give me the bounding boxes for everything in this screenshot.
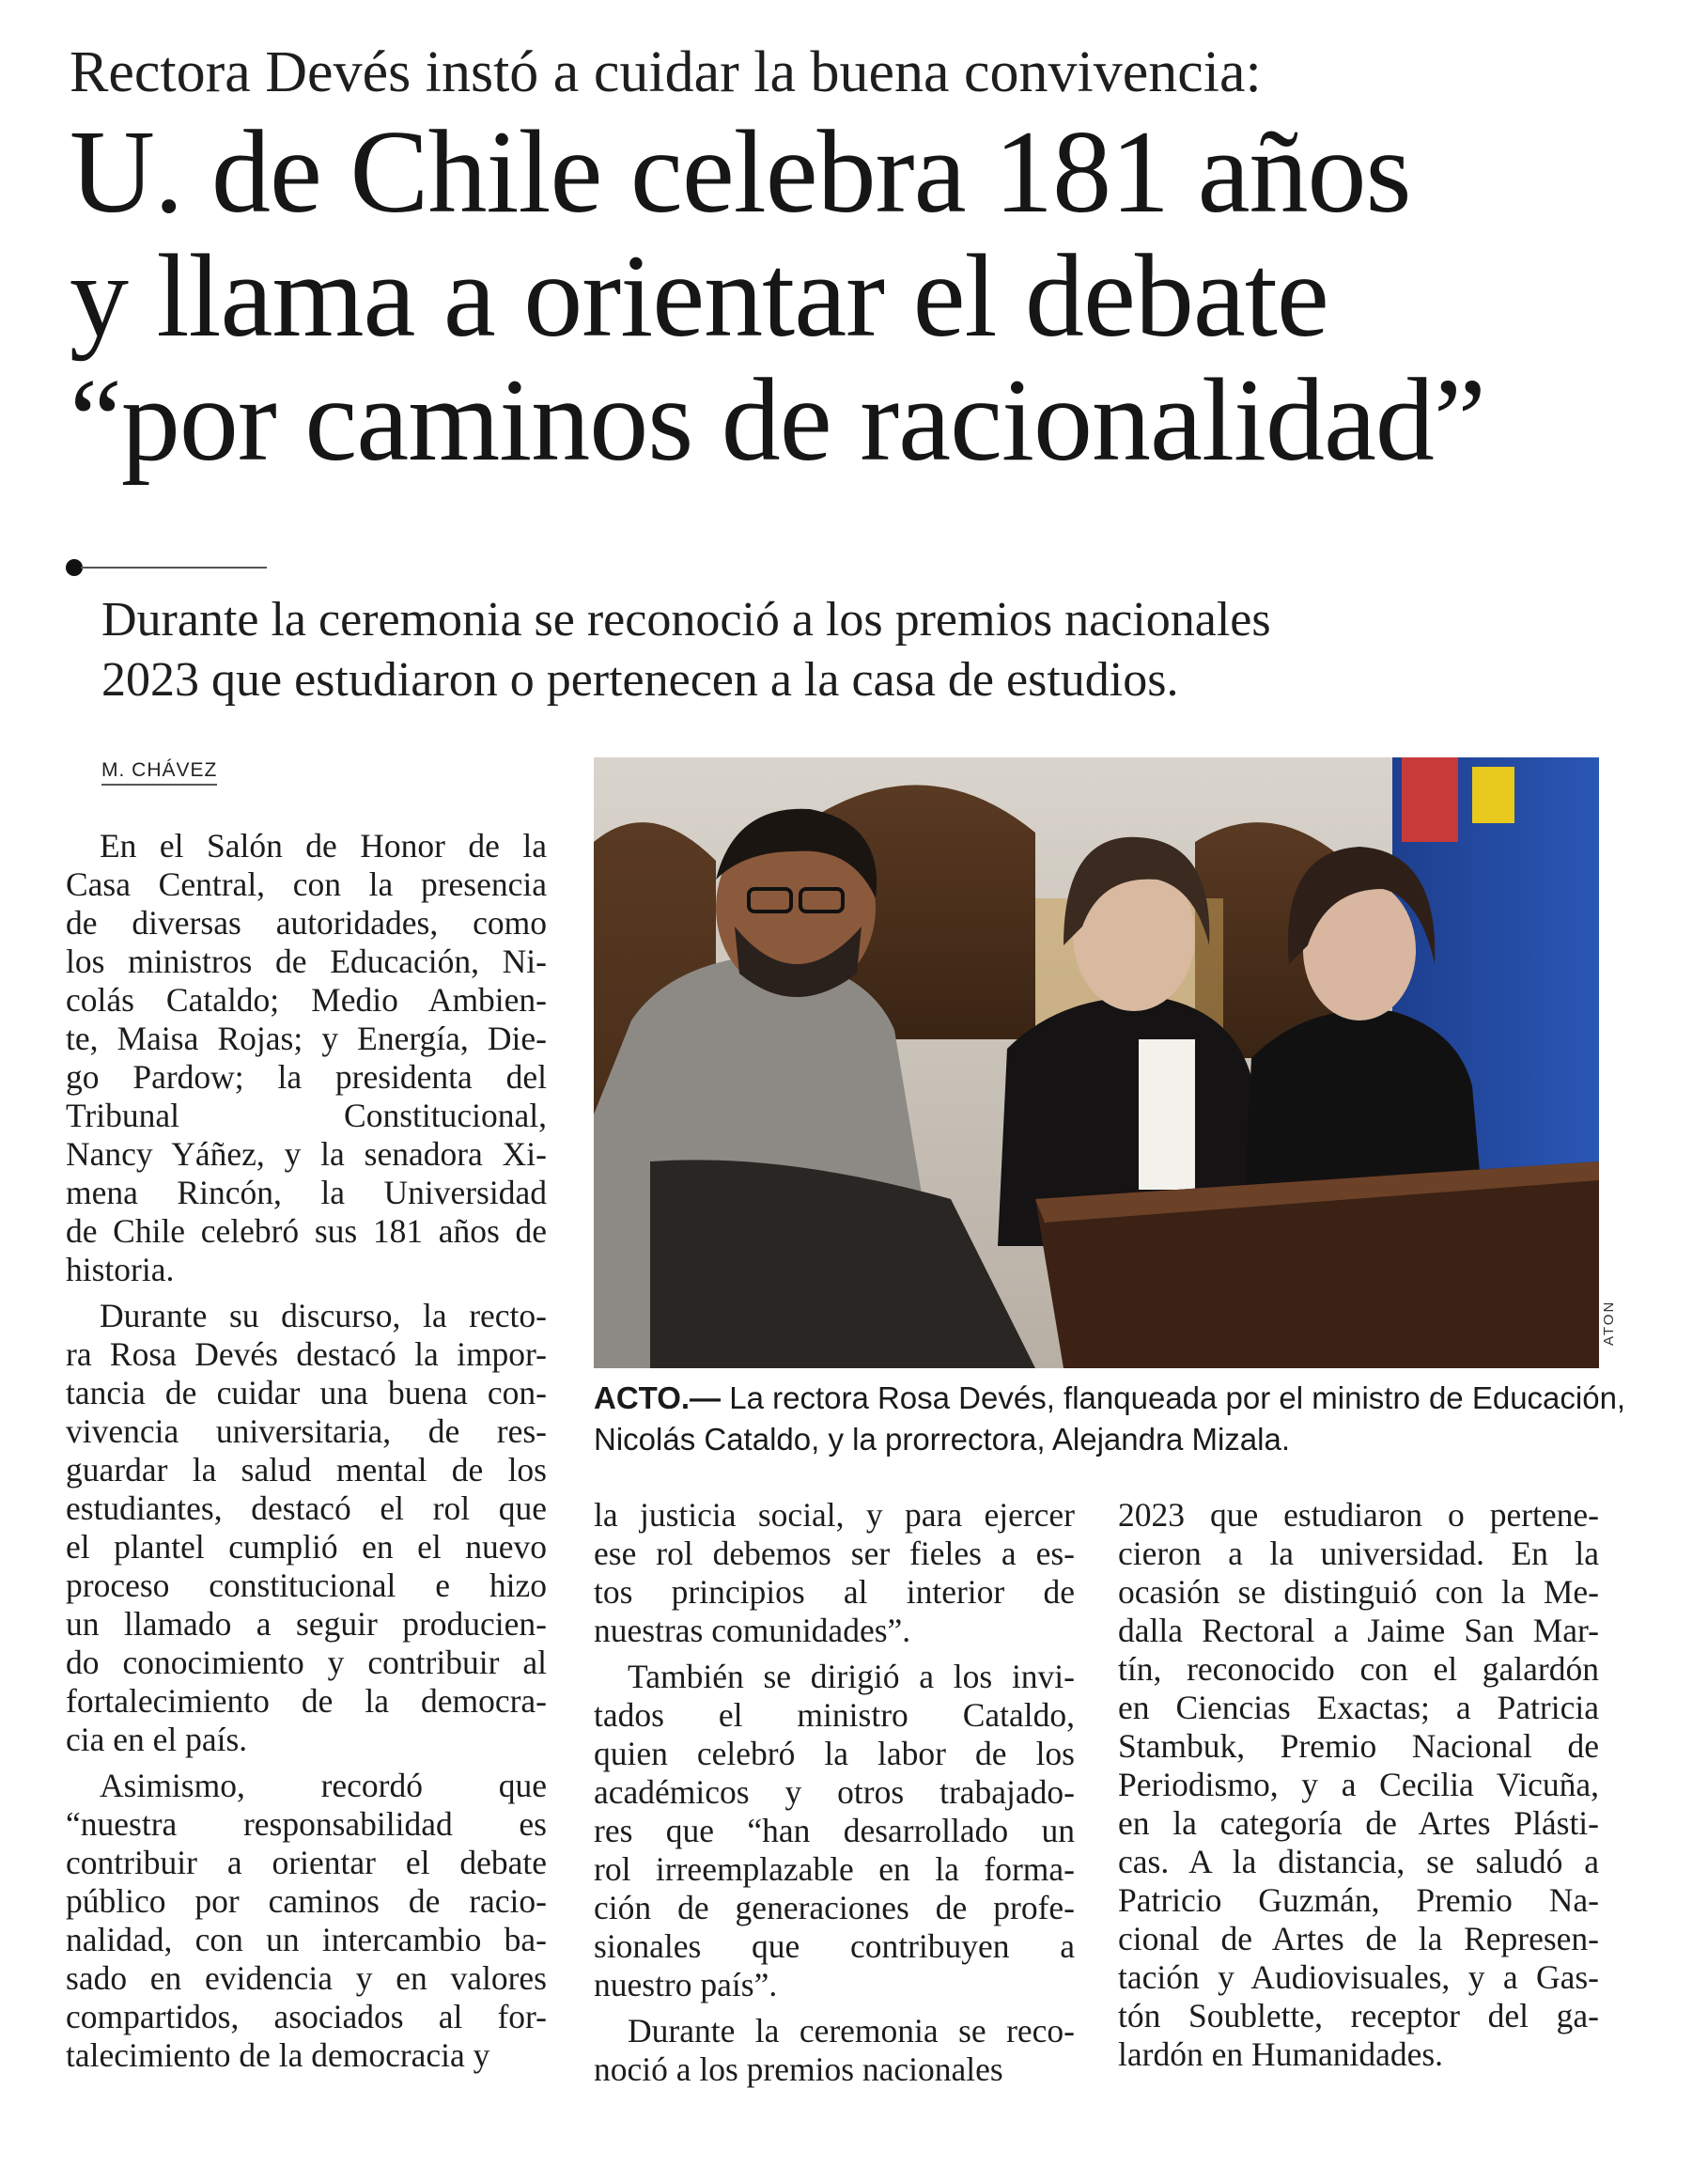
article-line: compartidos, asociados al for- — [66, 1998, 547, 2035]
article-line: nuestro país”. — [594, 1966, 778, 2003]
article-line: de Chile celebró sus 181 años de — [66, 1212, 547, 1250]
article-line: rol irreemplazable en la forma- — [594, 1850, 1075, 1888]
article-line: académicos y otros trabajado- — [594, 1773, 1075, 1811]
paragraph-gap — [594, 1650, 1075, 1658]
article-line: lardón en Humanidades. — [1118, 2035, 1444, 2073]
article-line: tín, reconocido con el galardón — [1118, 1650, 1599, 1688]
headline — [70, 107, 1667, 486]
article-line: historia. — [66, 1251, 175, 1288]
photo-caption — [594, 1378, 1626, 1460]
article-line: mena Rincón, la Universidad — [66, 1174, 547, 1211]
article-line: cia en el país. — [66, 1721, 248, 1758]
article-line: También se dirigió a los invi- — [628, 1658, 1075, 1695]
article-line: Periodismo, y a Cecilia Vicuña, — [1118, 1766, 1599, 1803]
article-line: Nancy Yáñez, y la senadora Xi- — [66, 1135, 547, 1173]
article-line: res que “han desarrollado un — [594, 1812, 1075, 1849]
article-line: la justicia social, y para ejercer — [594, 1496, 1075, 1534]
article-line: los ministros de Educación, Ni- — [66, 943, 547, 980]
article-line: en Ciencias Exactas; a Patricia — [1118, 1689, 1599, 1726]
article-line: Tribunal Constitucional, — [66, 1097, 547, 1134]
article-line: Casa Central, con la presencia — [66, 865, 547, 903]
paragraph-gap — [66, 1289, 547, 1297]
caption-line-1 — [594, 1378, 1626, 1419]
article-line: tación y Audiovisuales, y a Gas- — [1118, 1958, 1599, 1996]
article-line: cional de Artes de la Represen- — [1118, 1920, 1599, 1957]
article-line: estudiantes, destacó el rol que — [66, 1489, 547, 1527]
article-line: Durante su discurso, la recto- — [100, 1297, 547, 1334]
article-line: “nuestra responsabilidad es — [66, 1805, 547, 1843]
paragraph-gap — [594, 2004, 1075, 2012]
deck — [101, 590, 1642, 710]
article-line: sado en evidencia y en valores — [66, 1959, 547, 1997]
article-line: noció a los premios nacionales — [594, 2050, 1003, 2088]
article-line: cieron a la universidad. En la — [1118, 1535, 1599, 1572]
caption-label: ACTO.— — [594, 1380, 722, 1415]
article-line: nuestras comunidades”. — [594, 1612, 911, 1649]
article-line: cas. A la distancia, se saludó a — [1118, 1843, 1599, 1880]
article-line: En el Salón de Honor de la — [100, 827, 547, 865]
article-line: tancia de cuidar una buena con- — [66, 1374, 547, 1411]
article-line: un llamado a seguir producien- — [66, 1605, 547, 1643]
article-line: Stambuk, Premio Nacional de — [1118, 1727, 1599, 1765]
article-line: sionales que contribuyen a — [594, 1927, 1075, 1965]
article-line: talecimiento de la democracia y — [66, 2036, 490, 2074]
article-line: tón Soublette, receptor del ga- — [1118, 1997, 1599, 2034]
byline: M. CHÁVEZ — [101, 759, 217, 786]
article-line: Asimismo, recordó que — [100, 1767, 547, 1804]
article-line: Patricio Guzmán, Premio Na- — [1118, 1881, 1599, 1919]
article-line: fortalecimiento de la democra- — [66, 1682, 547, 1720]
caption-text-1: La rectora Rosa Devés, flanqueada por el ministro de Educación, — [721, 1380, 1626, 1415]
article-line: ción de generaciones de profe- — [594, 1889, 1075, 1926]
article-line: te, Maisa Rojas; y Energía, Die- — [66, 1020, 547, 1057]
paragraph-gap — [66, 1759, 547, 1767]
headline-line: y llama a orientar el debate — [70, 231, 1328, 362]
article-line: ra Rosa Devés destacó la impor- — [66, 1335, 547, 1373]
article-line: contribuir a orientar el debate — [66, 1844, 547, 1881]
deck-line: 2023 que estudiaron o pertenecen a la casa de estudios. — [101, 653, 1179, 707]
article-line: en la categoría de Artes Plásti- — [1118, 1804, 1599, 1842]
photo-credit: ATON — [1601, 1300, 1617, 1346]
article-line: 2023 que estudiaron o pertene- — [1118, 1496, 1599, 1534]
article-line: tados el ministro Cataldo, — [594, 1696, 1075, 1734]
article-line: quien celebró la labor de los — [594, 1735, 1075, 1772]
article-line: dalla Rectoral a Jaime San Mar- — [1118, 1612, 1599, 1649]
article-column-1 — [66, 827, 547, 2075]
article-photo — [594, 757, 1599, 1368]
article-line: go Pardow; la presidenta del — [66, 1058, 547, 1096]
divider-line — [81, 567, 267, 569]
article-line: tos principios al interior de — [594, 1573, 1075, 1611]
article-line: proceso constitucional e hizo — [66, 1566, 547, 1604]
article-line: público por caminos de racio- — [66, 1882, 547, 1920]
headline-line: U. de Chile celebra 181 años — [70, 107, 1411, 238]
caption-text-2: Nicolás Cataldo, y la prorrectora, Alejandra Mizala. — [594, 1422, 1291, 1457]
article-line: el plantel cumplió en el nuevo — [66, 1528, 547, 1566]
article-column-2 — [594, 1496, 1075, 2089]
photo-illustration — [594, 757, 1599, 1368]
article-line: ese rol debemos ser fieles a es- — [594, 1535, 1075, 1572]
article-line: nalidad, con un intercambio ba- — [66, 1921, 547, 1958]
article-line: Durante la ceremonia se reco- — [628, 2012, 1075, 2050]
article-line: guardar la salud mental de los — [66, 1451, 547, 1488]
article-line: colás Cataldo; Medio Ambien- — [66, 981, 547, 1019]
article-line: ocasión se distinguió con la Me- — [1118, 1573, 1599, 1611]
kicker: Rectora Devés instó a cuidar la buena convivencia: — [70, 40, 1262, 104]
article-line: de diversas autoridades, como — [66, 904, 547, 942]
deck-line: Durante la ceremonia se reconoció a los premios nacionales — [101, 593, 1271, 647]
article-column-3 — [1118, 1496, 1599, 2074]
article-line: vivencia universitaria, de res- — [66, 1412, 547, 1450]
headline-line: “por caminos de racionalidad” — [70, 355, 1485, 486]
article-line: do conocimiento y contribuir al — [66, 1644, 547, 1681]
